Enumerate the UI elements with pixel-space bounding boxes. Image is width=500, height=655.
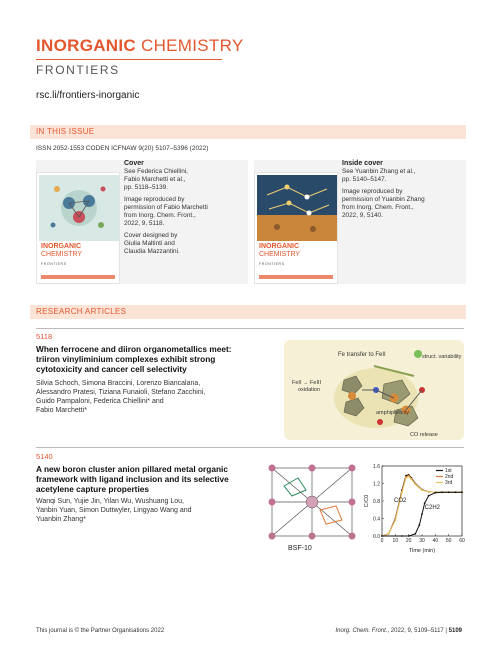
inside-cover-word-chemistry: CHEMISTRY <box>259 251 301 258</box>
data-point <box>434 492 436 494</box>
article-title[interactable]: A new boron cluster anion pillared metal organic framework with ligand inclusion and its selective acetylene capture properties <box>36 464 229 494</box>
data-point <box>414 533 416 535</box>
y-tick-label: 1.2 <box>373 481 380 488</box>
cover-word-chemistry: CHEMISTRY <box>41 251 83 258</box>
iron-atom <box>348 392 356 400</box>
cover-word-frontiers: FRONTIERS <box>41 262 67 266</box>
label-amphiphilicity: amphiphilicity <box>376 410 410 416</box>
data-point <box>428 491 430 493</box>
data-point <box>454 491 456 493</box>
data-point <box>410 478 412 480</box>
article-divider <box>36 328 464 329</box>
annotation-co2: CO2 <box>394 497 407 504</box>
article-page-number: 5140 <box>36 452 53 461</box>
data-point <box>441 491 443 493</box>
journal-title: INORGANIC CHEMISTRY <box>36 36 244 55</box>
article-title[interactable]: When ferrocene and diiron organometallics meet: triiron vinyliminium complexes exhibit strong cytotoxicity and cancer cell selectivity <box>36 344 232 374</box>
x-tick-label: 60 <box>459 538 465 544</box>
data-point <box>408 476 410 478</box>
legend-label: 3rd <box>445 480 453 486</box>
inside-cover-card <box>254 160 466 284</box>
inside-cover-publisher-strip <box>259 275 333 279</box>
y-tick-label: 0.8 <box>373 498 380 505</box>
page-number: 5109 <box>448 628 462 634</box>
data-point <box>461 491 463 493</box>
footer-copyright: This journal is © the Partner Organisations 2022 <box>36 628 165 634</box>
cover-thumbnail[interactable] <box>36 172 120 284</box>
data-point <box>405 477 407 479</box>
in-this-issue-bar: IN THIS ISSUE <box>30 125 466 139</box>
journal-url[interactable]: rsc.li/frontiers-inorganic <box>36 90 140 101</box>
article-graphic-triiron <box>284 340 464 440</box>
oxygen-atom <box>377 419 383 425</box>
data-point <box>424 502 426 504</box>
journal-header <box>36 36 244 77</box>
breakthrough-chart <box>362 460 466 556</box>
label-co-release: CO release <box>410 432 438 438</box>
cover-artwork <box>39 175 119 241</box>
data-point <box>401 535 403 537</box>
y-tick-label: 1.6 <box>373 463 380 470</box>
x-tick-label: 40 <box>432 538 439 544</box>
data-point <box>408 535 410 537</box>
x-tick-label: 20 <box>405 538 412 544</box>
journal-subtitle: FRONTIERS <box>36 63 120 77</box>
label-fe-transfer: Fe transfer to FeII <box>338 352 386 358</box>
x-tick-label: 50 <box>445 538 452 544</box>
legend-label: 2nd <box>445 474 454 480</box>
x-tick-label: 30 <box>419 538 425 544</box>
cover-card <box>36 160 248 284</box>
label-oxidation-line1: FeII → FeIII <box>292 380 322 386</box>
data-point <box>414 483 416 485</box>
y-axis-label: C/C0 <box>364 494 370 508</box>
issn-line: ISSN 2052-1553 CODEN ICFNAW 9(20) 5107–5396 (2022) <box>36 145 209 152</box>
y-tick-label: 0.4 <box>373 516 380 523</box>
data-point <box>401 491 403 493</box>
data-point <box>394 519 396 521</box>
article-authors: Wanqi Sun, Yujie Jin, Yilan Wu, Wushuang Lou, Yanbin Yuan, Simon Duttwyler, Lingyao Wang and Yuanbin Zhang* <box>36 498 192 523</box>
data-point <box>421 513 423 515</box>
x-tick-label: 10 <box>392 538 399 544</box>
cover-publisher-strip <box>41 275 115 279</box>
inside-cover-artwork <box>257 175 337 241</box>
article-page-number: 5118 <box>36 332 53 341</box>
journal-title-rule <box>36 59 222 60</box>
data-point <box>381 535 383 537</box>
y-tick-label: 0.0 <box>373 533 380 540</box>
footer-citation: Inorg. Chem. Front., 2022, 9, 5109–5117 | 5109 <box>335 628 462 634</box>
inside-cover-description: Inside cover See Yuanbin Zhang et al., pp. 5140–5147. Image reproduced by permission of Yuanbin Zhang from Inorg. Chem. Front., 2022, 9, 5140. <box>342 160 425 219</box>
structure-label: BSF-10 <box>288 545 312 552</box>
annotation-c2h2: C2H2 <box>424 504 441 511</box>
data-point <box>428 495 430 497</box>
data-point <box>448 491 450 493</box>
data-point <box>418 524 420 526</box>
inside-cover-word-inorganic: INORGANIC <box>259 243 300 250</box>
legend-label: 1st <box>445 468 452 474</box>
research-articles-bar: RESEARCH ARTICLES <box>30 305 466 319</box>
inside-cover-thumbnail[interactable] <box>254 172 338 284</box>
data-point <box>388 533 390 535</box>
x-axis-label: Time (min) <box>408 548 436 554</box>
article-authors: Silvia Schoch, Simona Braccini, Lorenzo Biancalana, Alessandro Pratesi, Tiziana Funaioli, Stefano Zacchini, Guido Pampaloni, Federica Chiellini* and Fabio Marchetti* <box>36 380 206 414</box>
x-tick-label: 0 <box>380 538 384 544</box>
article-divider <box>36 447 464 448</box>
data-point <box>421 489 423 491</box>
central-cluster <box>306 496 318 508</box>
label-oxidation-line2: oxidation <box>298 387 321 393</box>
cover-description: Cover See Federica Chiellini, Fabio Marchetti et al., pp. 5118–5139. Image reproduced by permission of Fabio Marchetti from Inorg. Chem. Front., 2022, 9, 5118. Cover designed by Giulia Maltinti and Claudia Mazzantini. <box>124 160 208 255</box>
mof-structure-graphic <box>262 460 362 554</box>
substituent-atom <box>414 350 422 358</box>
inside-cover-word-frontiers: FRONTIERS <box>259 262 285 266</box>
cover-word-inorganic: INORGANIC <box>41 243 82 250</box>
label-struct-variability: struct. variability <box>422 354 462 360</box>
